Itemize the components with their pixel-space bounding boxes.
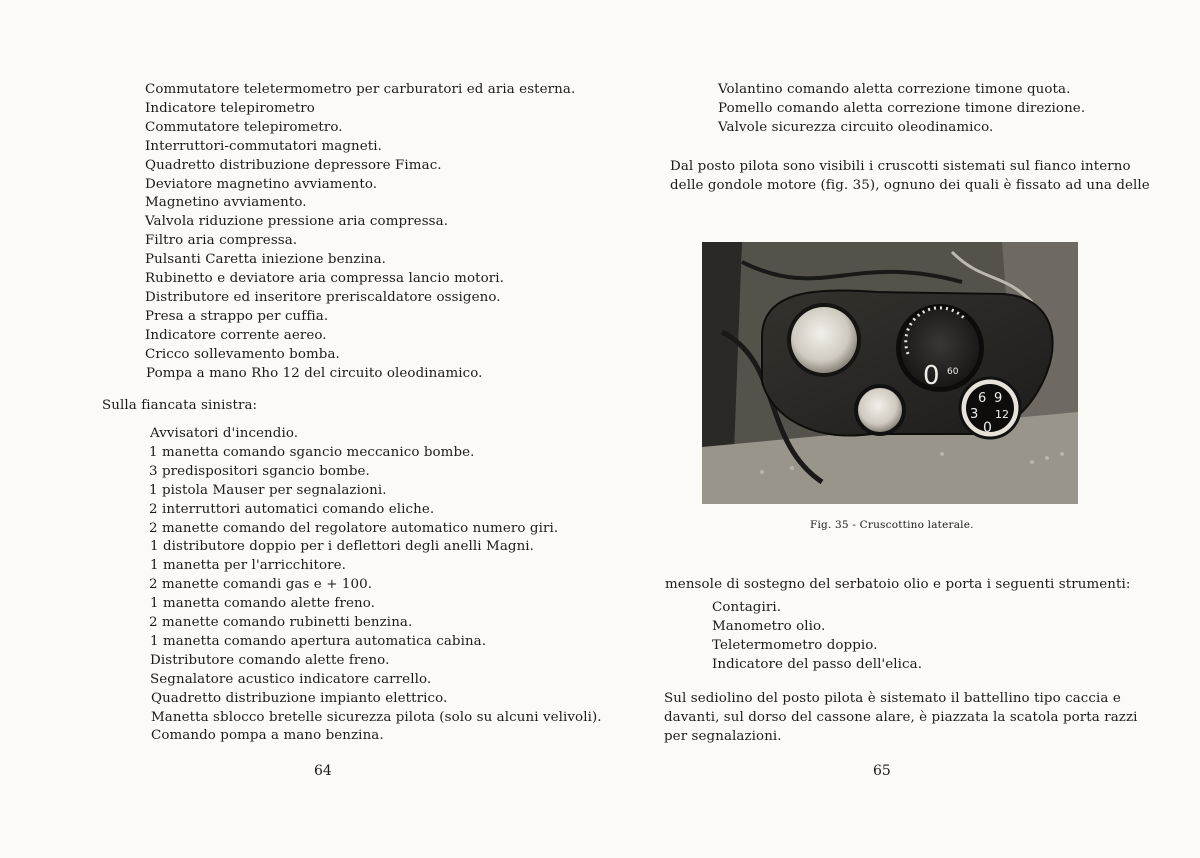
paragraph-line: per segnalazioni.	[664, 729, 782, 744]
gauge-a-nine: 9	[994, 391, 1003, 406]
figure-side-dashboard-photo	[702, 242, 1078, 504]
list-item: Valvole sicurezza circuito oleodinamico.	[718, 120, 994, 135]
list-item: 1 manetta comando apertura automatica cabina.	[150, 633, 487, 649]
list-item: 1 manetta comando sgancio meccanico bombe.	[149, 444, 475, 460]
gauge-a-three: 3	[970, 407, 979, 422]
list-item: Pomello comando aletta correzione timone direzione.	[718, 101, 1086, 116]
gauge-b-zero: 0	[923, 361, 940, 391]
list-item: Commutatore teletermometro per carburatori ed aria esterna.	[145, 82, 576, 97]
list-item: 2 interruttori automatici comando eliche.	[149, 501, 435, 517]
section-heading: Sulla fiancata sinistra:	[102, 398, 258, 413]
list-item: 1 pistola Mauser per segnalazioni.	[149, 482, 387, 498]
list-item: Quadretto distribuzione impianto elettrico.	[151, 690, 448, 706]
paragraph-line: Dal posto pilota sono visibili i cruscotti sistemati sul fianco interno	[670, 159, 1131, 174]
list-item: Distributore comando alette freno.	[150, 652, 390, 668]
list-item: 1 distributore doppio per i deflettori degli anelli Magni.	[150, 539, 535, 555]
list-item: Valvola riduzione pressione aria compressa.	[145, 214, 449, 230]
gauge-a-six: 6	[978, 391, 987, 406]
list-item: 1 manetta per l'arricchitore.	[150, 558, 347, 574]
list-item: Pompa a mano Rho 12 del circuito oleodinamico.	[146, 365, 483, 381]
list-item: Interruttori-commutatori magneti.	[145, 138, 383, 154]
paragraph-line: Sul sediolino del posto pilota è sistemato il battellino tipo caccia e	[664, 691, 1121, 706]
list-item: Rubinetto e deviatore aria compressa lancio motori.	[145, 271, 505, 286]
list-item: Presa a strappo per cuffia.	[145, 308, 329, 324]
list-item: Pulsanti Caretta iniezione benzina.	[145, 252, 387, 268]
list-item: Indicatore telepirometro	[145, 100, 315, 116]
list-item: Manometro olio.	[712, 619, 826, 634]
gauge-a-twelve: 12	[995, 408, 1009, 421]
list-item: Deviatore magnetino avviamento.	[145, 176, 378, 192]
list-item: Manetta sblocco bretelle sicurezza pilota (solo su alcuni velivoli).	[151, 709, 602, 725]
list-item: Comando pompa a mano benzina.	[151, 728, 384, 744]
gauge-b-sixty: 60	[947, 367, 959, 377]
paragraph-instruments-intro: mensole di sostegno del serbatoio olio e porta i seguenti strumenti:	[665, 577, 1131, 592]
gauge-a-zero: 0	[983, 420, 992, 436]
figure-caption: Fig. 35 - Cruscottino laterale.	[810, 519, 974, 531]
paragraph-line: delle gondole motore (fig. 35), ognuno dei quali è fissato ad una delle	[670, 178, 1150, 193]
list-item: Cricco sollevamento bomba.	[145, 346, 340, 362]
dashboard-photo-drawing	[702, 242, 1078, 504]
page-number-right: 65	[873, 763, 891, 779]
list-item: 2 manette comandi gas e + 100.	[149, 577, 373, 593]
list-item: Quadretto distribuzione depressore Fimac.	[145, 157, 442, 173]
list-item: 3 predispositori sgancio bombe.	[149, 463, 370, 479]
list-item: Teletermometro doppio.	[712, 638, 878, 653]
list-item: Volantino comando aletta correzione timone quota.	[718, 82, 1071, 97]
list-item: Filtro aria compressa.	[145, 233, 298, 249]
list-item: Indicatore del passo dell'elica.	[712, 657, 923, 672]
list-item: Contagiri.	[712, 600, 782, 615]
page-number-left: 64	[314, 763, 332, 779]
list-item: Magnetino avviamento.	[145, 195, 307, 211]
list-item: 1 manetta comando alette freno.	[150, 596, 375, 612]
list-item: Avvisatori d'incendio.	[150, 426, 299, 441]
list-item: Commutatore telepirometro.	[145, 119, 343, 135]
paragraph-line: davanti, sul dorso del cassone alare, è piazzata la scatola porta razzi	[664, 710, 1138, 725]
list-item: 2 manette comando rubinetti benzina.	[149, 615, 413, 630]
list-item: 2 manette comando del regolatore automatico numero giri.	[149, 520, 559, 536]
list-item: Segnalatore acustico indicatore carrello.	[150, 671, 432, 687]
list-item: Indicatore corrente aereo.	[145, 327, 327, 343]
list-item: Distributore ed inseritore preriscaldatore ossigeno.	[145, 289, 501, 305]
